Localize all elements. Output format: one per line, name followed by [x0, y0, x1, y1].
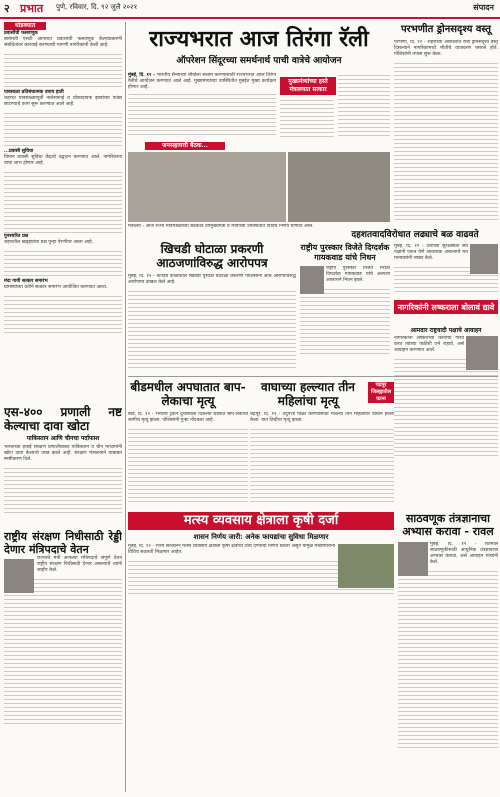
masthead-bar [0, 0, 500, 19]
bidi-headline: बीडमधील अपघातात बाप-लेकाचा मृत्यू [130, 380, 246, 408]
lead-body-text: भारतीय सैन्याच्या शौर्याला सलाम करण्यासाठी राज्यभरात आज तिरंगा रॅलीचे आयोजन करण्यात आले आहे. मुख्यमंत्र्यांच्या उपस्थितीत मुंबईत मुख्य कार्यक्रम होणार आहे. [128, 73, 276, 90]
brief-3-head: ...प्रवासी सुविधा [4, 148, 34, 154]
nagarik-story [394, 336, 498, 462]
bidi-body: बीड, दि. १२ - भरधाव ट्रकने दुचाकीला दिलेल्या धडकेत बाप-लेकाचा जागीच मृत्यू झाला. पोलिसांनी गुन्हा नोंदवला आहे. [128, 412, 248, 423]
brief-5-body: ग्रामस्थांच्या वतीने सत्कार समारंभ आयोजित करण्यात आला. [4, 285, 108, 290]
nagarik-body: नागरिकांनी लष्कराच्या कार्याचा गौरव करत त्यांच्या पाठीशी उभे राहावे, असे आवाहन करण्यात आले. [394, 336, 464, 353]
issue-dateline: पुणे, रविवार, दि. ९२ जुलै २०२१ [56, 3, 138, 11]
lead-headline: राज्यभरात आज तिरंगा रॅली [149, 26, 369, 52]
meeting-photo [128, 152, 286, 222]
sathavane-photo [398, 542, 428, 576]
sathavane-story [398, 542, 498, 792]
hike-photo [470, 244, 498, 274]
brief-1-head: प्रवासींची फसवणूक [4, 30, 38, 36]
defence-headline: राष्ट्रीय संरक्षण निधीसाठी रेड्डी देणार मंत्रिपदाचे वेतन [4, 530, 122, 556]
lead-deck: ऑपरेशन सिंदूरच्या समर्थनार्थ पाची वात्रेचे आयोजन [176, 56, 342, 66]
gaikwad-photo [300, 266, 324, 294]
bidi-story [128, 412, 248, 508]
hike-story [394, 244, 498, 296]
nagarik-headline: नागरिकांनी लष्कराला बोलावं द्यावे [394, 300, 498, 314]
s400-story [4, 405, 122, 527]
khichdi-body: मुंबई, दि. १२ - कोविड काळातील खिचडी पुरवठा घोटाळा प्रकरणी पोलिसांनी आठ आरोपींविरुद्ध आरोपपत्र दाखल केले आहे. [128, 274, 296, 285]
gaikwad-headline: राष्ट्रीय पुरस्कार विजेते दिग्दर्शक गायकवाड यांचे निधन [300, 242, 390, 262]
krishi-story [128, 544, 394, 792]
brief-1-body: बारामती एसटी आगारात प्रवाशांची फसवणूक केल्याप्रकरणी संबंधितांवर कारवाई करण्याची मागणी नागरिकांनी केली आहे. [4, 37, 122, 48]
lead-pullquote: मुख्यमंत्र्यांच्या हस्ते मंत्रालयात सत्कार [280, 77, 336, 95]
s400-subhead: पाकिस्तान आणि चीनचा पर्दाफाश [26, 435, 100, 442]
meeting-caption: मंत्रालय : आज राज्य मंत्रिमंडळाच्या बैठकीत उपमुख्यमंत्री व मंत्र्यांच्या उपस्थितीत विविध निर्णय घेण्यात आले. [128, 224, 314, 229]
gaikwad-body: राष्ट्रीय पुरस्कार विजेते मराठी दिग्दर्शक गायकवाड यांचे अल्पशा आजाराने निधन झाले. [326, 266, 390, 283]
khichdi-story [128, 274, 296, 372]
drone-story [394, 40, 498, 226]
lead-body [128, 72, 276, 136]
nagarik-subhead: आमदार राष्ट्रवादी पक्षाचे आवाहन [410, 327, 482, 334]
defence-fund-story [4, 530, 122, 792]
krishi-headline: मत्स्य व्यवसाय क्षेत्राला कृषी दर्जा [128, 512, 394, 530]
section-title: संपादन [473, 2, 494, 12]
briefs-column [4, 22, 122, 377]
tiger-tag: चंद्रपूर जिल्ह्यातील घटना [368, 382, 394, 403]
newspaper-logo: प्रभात [20, 2, 44, 15]
s400-body: भारताच्या हवाई संरक्षण प्रणालीबाबत पाकिस्तान व चीन माध्यमांनी खोटा दावा केल्याचे उघड झाले आहे. संरक्षण मंत्रालयाने याबाबत स्पष्टीकरण दिले. [4, 445, 122, 462]
krishi-subhead: शासन निर्णय जारी: अनेक फायद्यांचा सुविधा मिळणार [193, 532, 329, 541]
brief-2-head: पावसाळा प्रतिबंधात्मक उपाय हाती [4, 89, 64, 95]
brief-2-body: शहरात पावसाळ्यापूर्वी नालेसफाई व धोकादायक झाडांच्या फांद्या छाटण्याचे काम सुरू करण्यात आले आहे. [4, 96, 122, 107]
krishi-body: मुंबई, दि. १२ - राज्य सरकारने मत्स्य व्यवसाय क्षेत्राला कृषी क्षेत्राचा दर्जा देण्याचा निर्णय घेतला असून यामुळे मच्छीमारांना विविध सवलती मिळणार आहेत. [128, 544, 335, 555]
tiger-headline: वाघाच्या हल्ल्यात तीन महिलांचा मृत्यू [261, 380, 355, 408]
page-number: २ [4, 2, 10, 15]
krishi-photo [338, 544, 394, 588]
sathavane-body: मुंबई, दि. १२ - शेतमाल साठवणुकीसाठी आधुनिक तंत्रज्ञानाचा अभ्यास करावा, असे आवाहन मंत्र्यांनी केले. [430, 542, 498, 565]
drone-body: परभणी, दि. १२ - शहराच्या आकाशात रात्री ड्रोनसदृश्य वस्तू दिसल्याने नागरिकांमध्ये भीतीचे वातावरण पसरले होते. पोलिसांनी तपास सुरू केला. [394, 40, 498, 57]
minister-photo [4, 559, 34, 593]
drone-headline: परभणीत ड्रोनसदृश्य वस्तू [400, 24, 492, 35]
meeting-photo-2 [288, 152, 390, 222]
khichdi-headline: खिचडी घोटाळा प्रकरणी आठजणांविरुद्ध आरोपपत्र [156, 242, 268, 270]
hike-body: मुंबई, दि. १२ - देशाच्या सुरक्षेसाठी सर्व पक्षांनी एकत्र येणे आवश्यक असल्याचे मत मान्यवरांनी व्यक्त केले. [394, 244, 468, 261]
hike-headline: दहशतवादविरोधात लढ्याचे बळ वाढवते [351, 230, 479, 240]
nagarik-photo [466, 336, 498, 370]
lead-dateline: मुंबई, दि. १२ - [128, 72, 156, 78]
brief-3-body: विमान प्रवासी सुविधा केंद्राचे उद्घाटन करण्यात आले. नागरिकांना याचा लाभ होणार आहे. [4, 155, 122, 166]
brief-5-head: मंदा गायी सत्कार समारंभ [4, 278, 48, 284]
defence-body: राज्याचे मंत्री आपल्या मंत्रिपदाचे संपूर्ण वेतन राष्ट्रीय संरक्षण निधीसाठी देणार असल्याचे त्यांनी जाहीर केले. [37, 556, 122, 573]
brief-4-body: शहरातील खड्ड्यांचा प्रश्न पुन्हा ऐरणीवर आला आहे. [4, 240, 94, 245]
meeting-tag: जनसहायत्ती बैठक... [145, 142, 225, 150]
tiger-story [250, 412, 394, 508]
tiger-body: चंद्रपूर, दि. १२ - तेंदूपत्ता गोळा करण्यासाठी गेलेल्या तीन महिलांवर वाघाने हल्ला केला. यात तिघींचा मृत्यू झाला. [250, 412, 394, 423]
briefs-tag: थोडक्यात [4, 22, 46, 30]
s400-headline: एस-४०० प्रणाली नष्ट केल्याचा दावा खोटा [4, 405, 122, 433]
sathavane-headline: साठवणूक तंत्रज्ञानाचा अभ्यास करावा - रावल [402, 512, 494, 538]
gaikwad-story [300, 266, 390, 372]
brief-4-head: पुनश्चरित प्रश्न [4, 233, 29, 239]
